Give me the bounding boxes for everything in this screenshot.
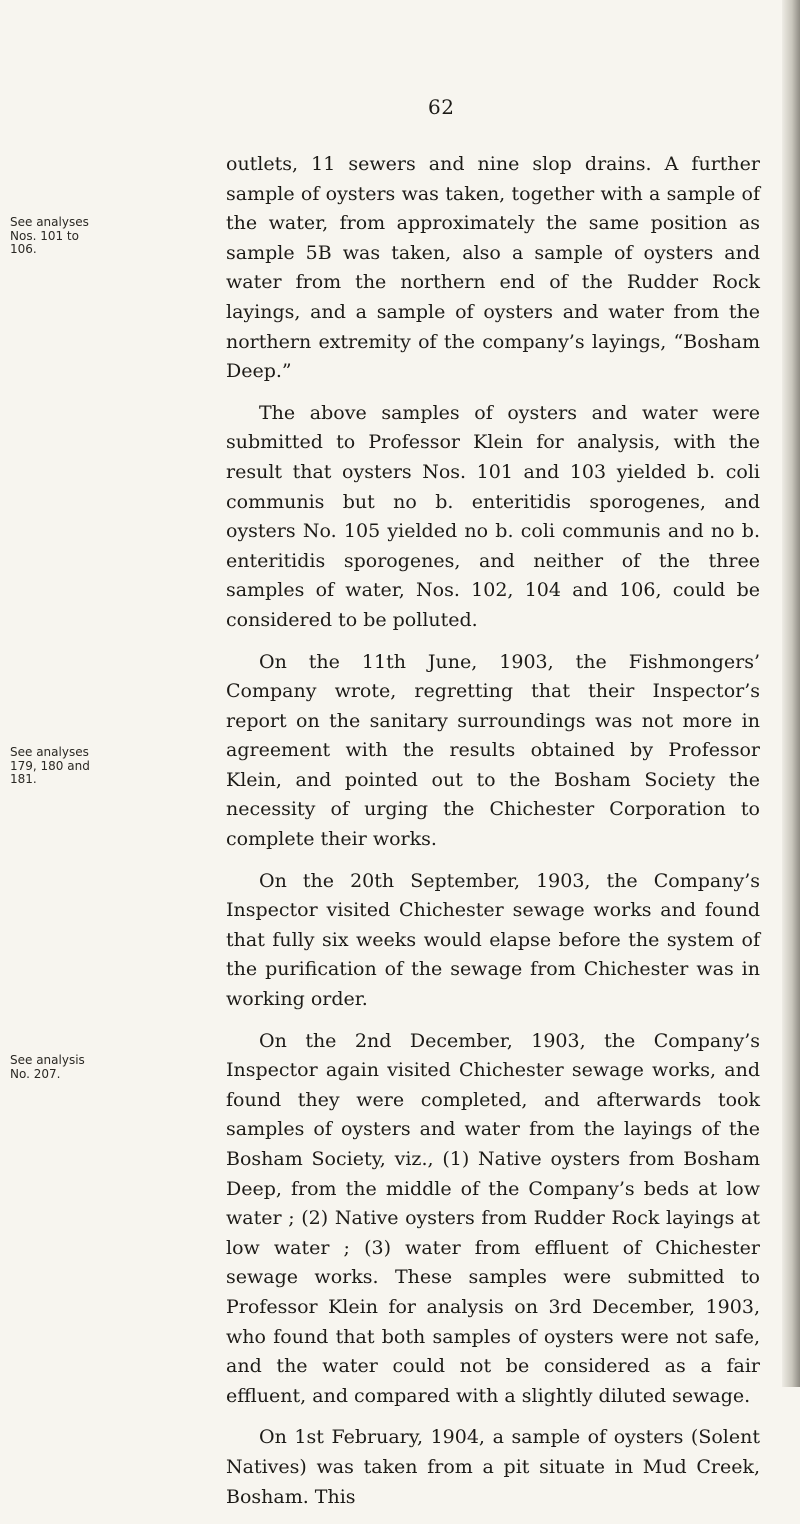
margin-note-analyses-179-181: See analyses 179, 180 and 181. <box>10 745 90 786</box>
page-number: 62 <box>428 95 455 119</box>
paragraph-outlets: outlets, 11 sewers and nine slop drains. A further sample of oysters was taken, together with a sample of the water, from approximately the same position as sample 5B was taken, also a sample of oysters and water from the northern end of the Rudder Rock layings, and a sample of oysters and water from the northern extremity of the company’s layings, “Bosham Deep.” <box>226 153 760 383</box>
body-text <box>226 150 760 1524</box>
margin-note-analyses-101-106: See analyses Nos. 101 to 106. <box>10 215 89 256</box>
paragraph-december-visit: On the 2nd December, 1903, the Company’s Inspector again visited Chichester sewage works, and found they were completed, and afterwards took samples of oysters and water from the layings of the Bosham Society, viz., (1) Native oysters from Bosham Deep, from the middle of the Company’s beds at low water ; (2) Native oysters from Rudder Rock layings at low water ; (3) water from effluent of Chichester sewage works. These samples were submitted to Professor Klein for analysis on 3rd December, 1903, who found that both samples of oysters were not safe, and the water could not be considered as a fair effluent, and compared with a slightly diluted sewage. <box>226 1029 760 1407</box>
paragraph-february-sample: On 1st February, 1904, a sample of oysters (Solent Natives) was taken from a pit situate in Mud Creek, Bosham. This <box>226 1426 760 1508</box>
page-edge-shadow <box>782 0 800 1387</box>
paragraph-fishmongers-letter: On the 11th June, 1903, the Fishmongers’ Company wrote, regretting that their Inspector’s report on the sanitary surroundings was not more in agreement with the results obtained by Professor Klein, and pointed out to the Bosham Society the necessity of urging the Chichester Corporation to complete their works. <box>226 650 760 851</box>
paragraph-september-visit: On the 20th September, 1903, the Company’s Inspector visited Chichester sewage works and found that fully six weeks would elapse before the system of the purification of the sewage from Chichester was in working order. <box>226 869 760 1011</box>
paragraph-samples-submitted: The above samples of oysters and water were submitted to Professor Klein for analysis, with the result that oysters Nos. 101 and 103 yielded b. coli communis but no b. enteritidis sporogenes, and oysters No. 105 yielded no b. coli communis and no b. enteritidis sporogenes, and neither of the three samples of water, Nos. 102, 104 and 106, could be considered to be polluted. <box>226 401 760 631</box>
margin-note-analysis-207: See analysis No. 207. <box>10 1053 85 1081</box>
